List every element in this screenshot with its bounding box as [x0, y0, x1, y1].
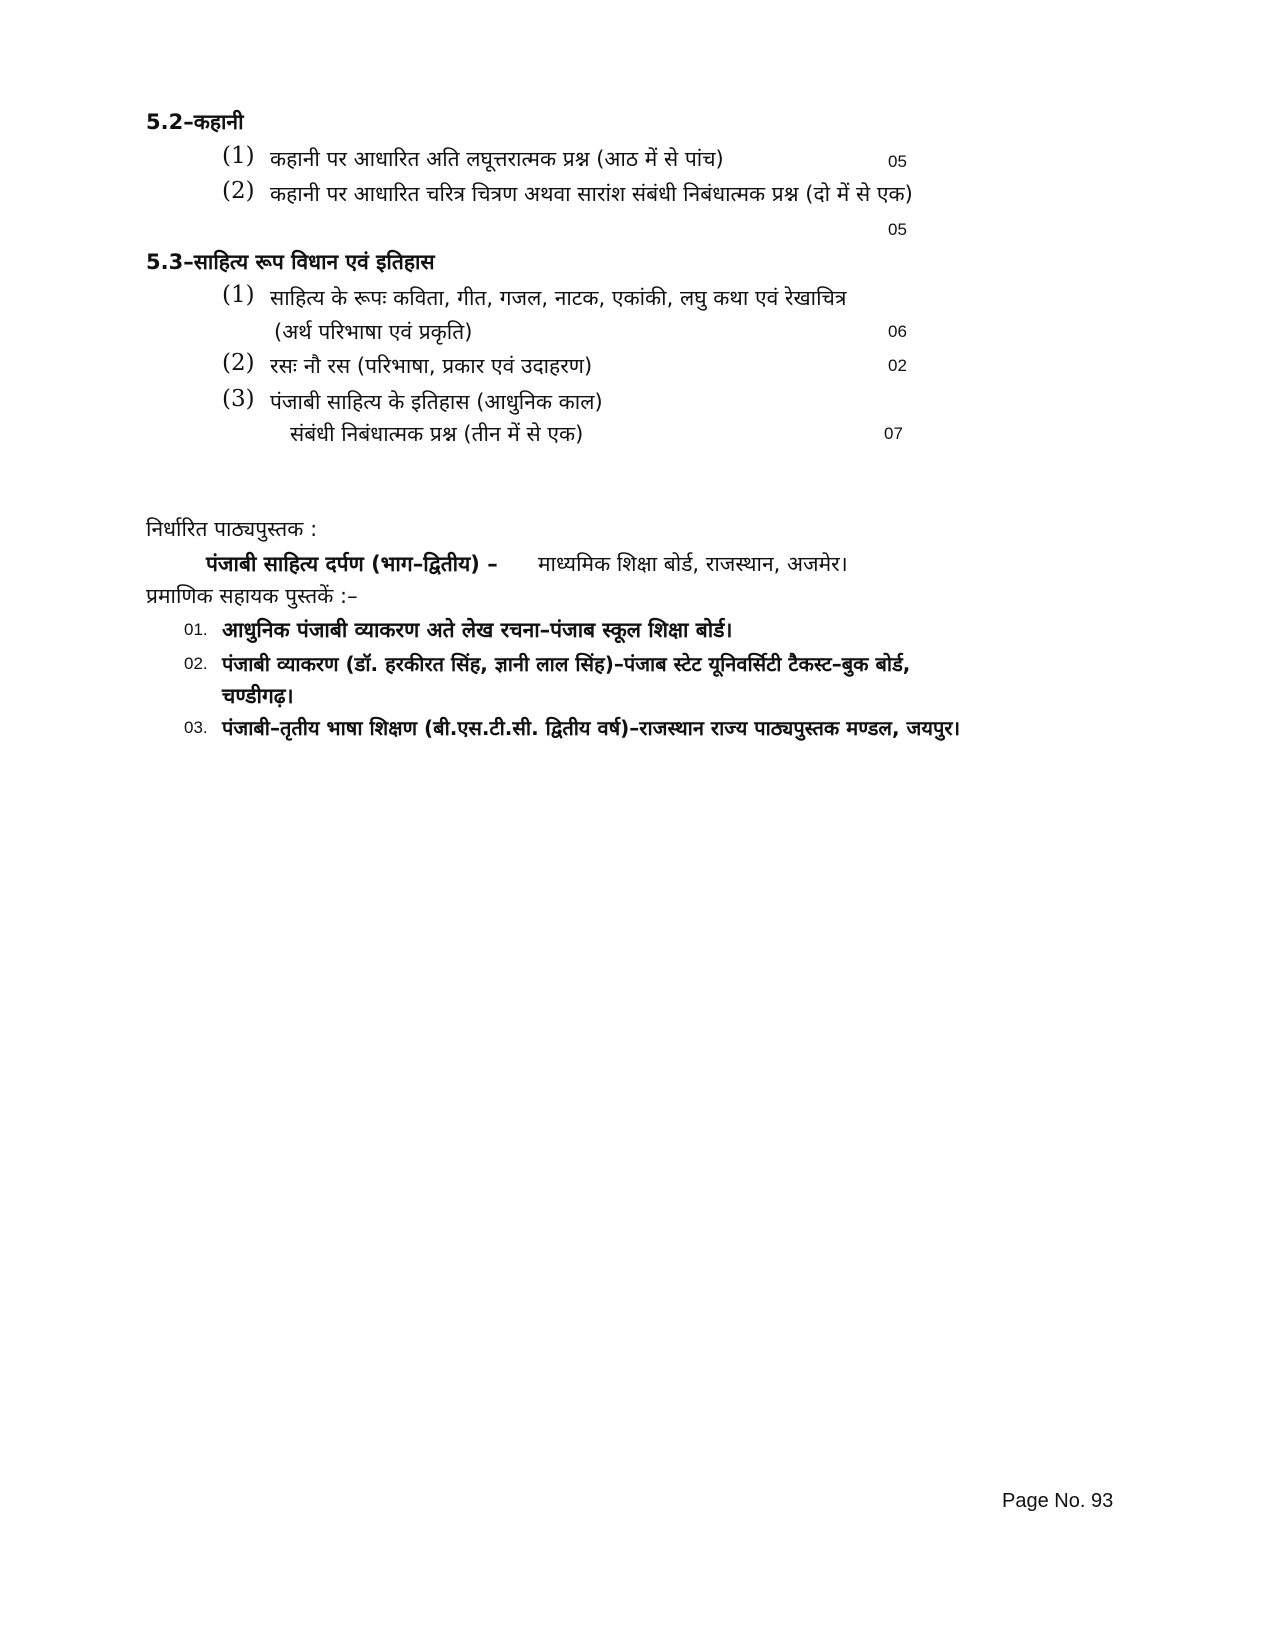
- item-text: कहानी पर आधारित चरित्र चित्रण अथवा सारांश संबंधी निबंधात्मक प्रश्न (दो में से एक): [270, 182, 913, 206]
- reference-text: आधुनिक पंजाबी व्याकरण अते लेख रचना–पंजाब स्कूल शिक्षा बोर्ड।: [222, 618, 733, 642]
- reference-text-continuation: चण्डीगढ़।: [222, 684, 294, 708]
- item-number: (1): [222, 143, 255, 169]
- section-heading-5-3: 5.3–साहित्य रूप विधान एवं इतिहास: [146, 250, 435, 274]
- reference-number: 01.: [184, 620, 208, 639]
- textbook-publisher: माध्यमिक शिक्षा बोर्ड, राजस्थान, अजमेर।: [538, 552, 848, 576]
- reference-number: 02.: [184, 654, 208, 673]
- item-text: पंजाबी साहित्य के इतिहास (आधुनिक काल): [270, 390, 603, 414]
- reference-text: पंजाबी व्याकरण (डॉ. हरकीरत सिंह, ज्ञानी लाल सिंह)–पंजाब स्टेट यूनिवर्सिटी टैकस्ट–बुक बोर्ड,: [222, 652, 911, 676]
- reference-number: 03.: [184, 718, 208, 737]
- item-text-continuation: संबंधी निबंधात्मक प्रश्न (तीन में से एक): [290, 422, 584, 446]
- reference-text: पंजाबी–तृतीय भाषा शिक्षण (बी.एस.टी.सी. द्वितीय वर्ष)–राजस्थान राज्य पाठ्यपुस्तक मण्डल, जयपुर।: [222, 716, 961, 740]
- item-text: रसः नौ रस (परिभाषा, प्रकार एवं उदाहरण): [270, 354, 593, 378]
- item-number: (2): [222, 350, 255, 376]
- item-text: कहानी पर आधारित अति लघूत्तरात्मक प्रश्न (आठ में से पांच): [270, 147, 724, 171]
- item-marks: 06: [888, 322, 907, 341]
- textbook-title: पंजाबी साहित्य दर्पण (भाग–द्वितीय) –: [206, 552, 498, 576]
- textbook-heading: निर्धारित पाठ्यपुस्तक :: [146, 517, 318, 541]
- item-marks: 05: [888, 152, 907, 171]
- item-text-continuation: (अर्थ परिभाषा एवं प्रकृति): [274, 320, 473, 344]
- page-number: Page No. 93: [1002, 1490, 1114, 1512]
- item-number: (1): [222, 282, 255, 308]
- item-marks: 02: [888, 356, 907, 375]
- references-heading: प्रमाणिक सहायक पुस्तकें :–: [146, 584, 358, 608]
- item-number: (2): [222, 178, 255, 204]
- item-text: साहित्य के रूपः कविता, गीत, गजल, नाटक, एकांकी, लघु कथा एवं रेखाचित्र: [270, 286, 847, 310]
- item-number: (3): [222, 386, 255, 412]
- section-heading-5-2: 5.2–कहानी: [146, 110, 244, 134]
- item-marks: 05: [888, 220, 907, 239]
- item-marks: 07: [884, 424, 903, 443]
